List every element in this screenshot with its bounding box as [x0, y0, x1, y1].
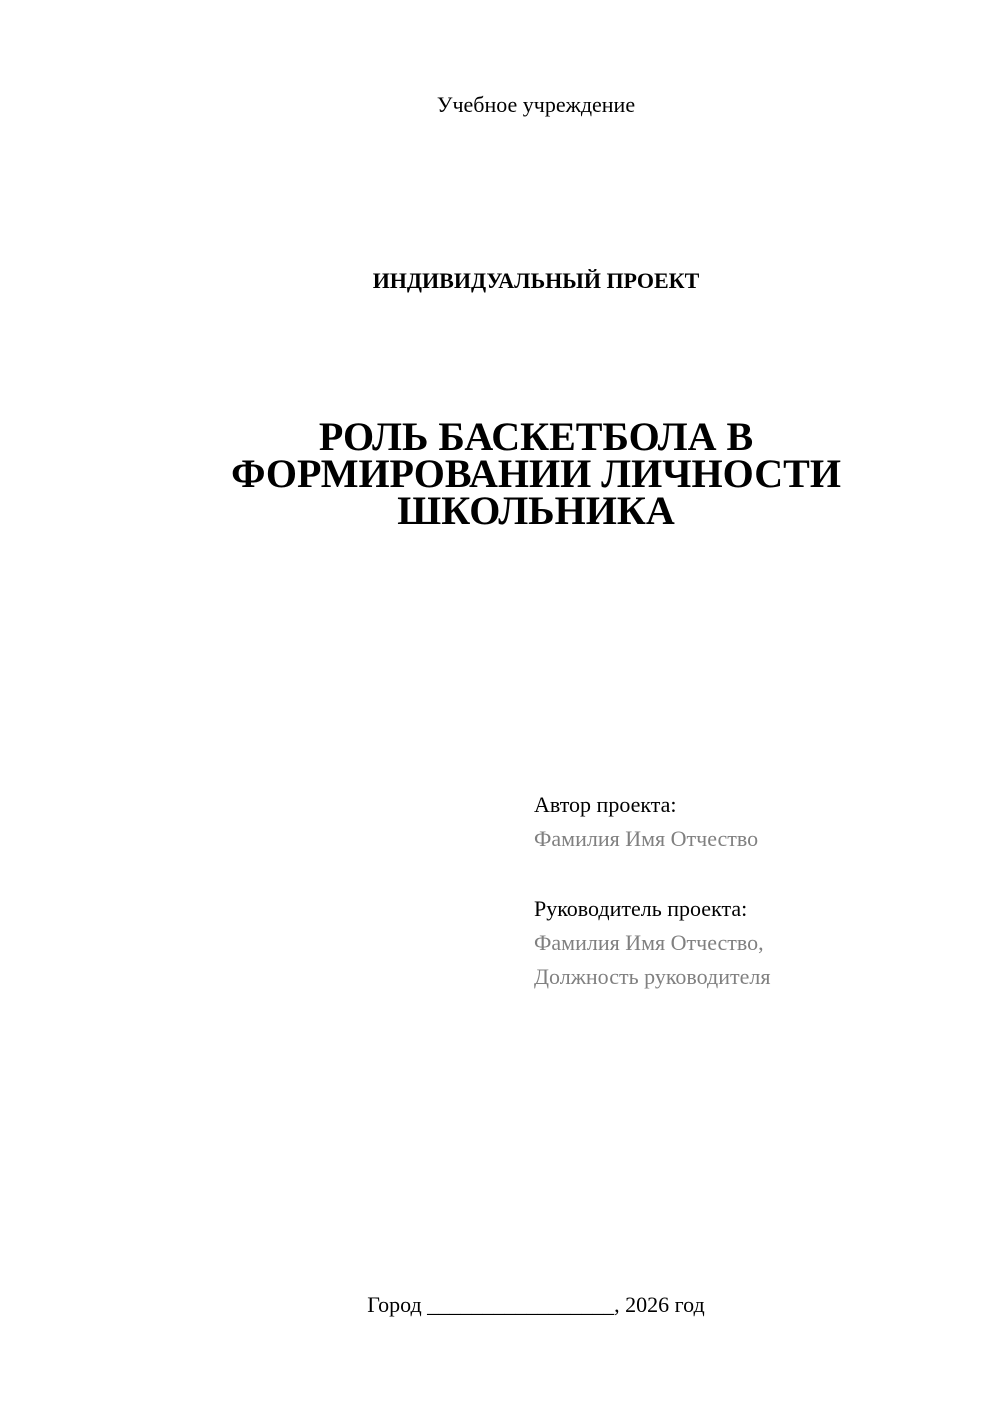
supervisor-name: Фамилия Имя Отчество,	[534, 930, 764, 955]
author-label: Автор проекта:	[534, 792, 677, 817]
project-title	[0, 414, 1000, 533]
project-title-line: ШКОЛЬНИКА	[397, 488, 675, 533]
project-type-label: ИНДИВИДУАЛЬНЫЙ ПРОЕКТ	[372, 268, 700, 293]
author-name: Фамилия Имя Отчество	[534, 826, 759, 851]
institution-name: Учебное учреждение	[436, 92, 636, 117]
credits-spacer	[534, 856, 974, 892]
credits-block	[534, 788, 974, 994]
supervisor-label: Руководитель проекта:	[534, 896, 748, 921]
supervisor-position: Должность руководителя	[534, 964, 771, 989]
project-title-line: ФОРМИРОВАНИИ ЛИЧНОСТИ	[231, 451, 841, 496]
city-year-line: Город _________________, 2026 год	[367, 1292, 705, 1317]
project-title-line: РОЛЬ БАСКЕТБОЛА В	[318, 414, 754, 459]
